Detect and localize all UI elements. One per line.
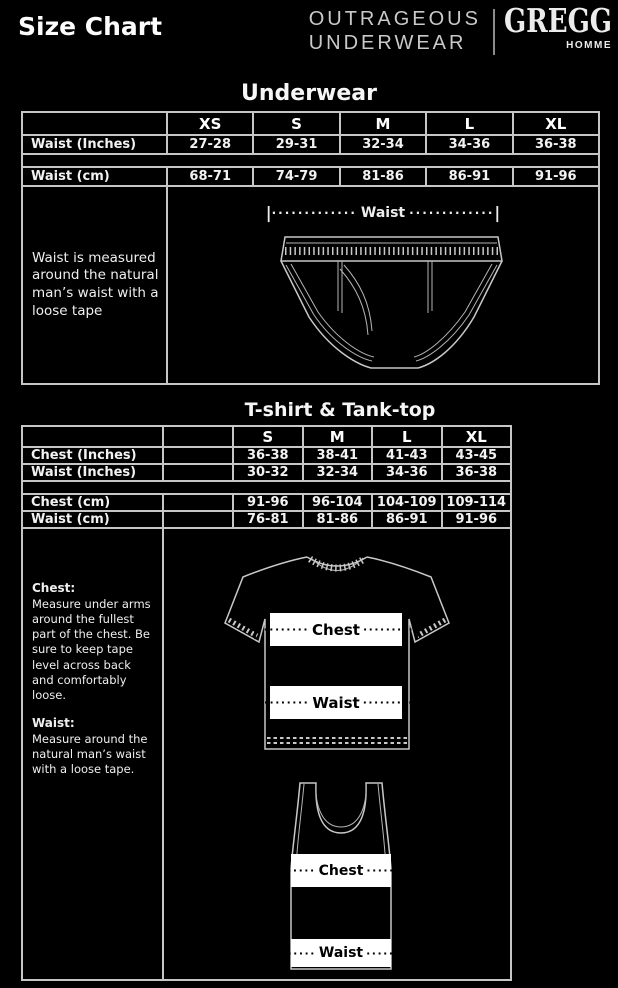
- tshirt-section-title: T-shirt & Tank-top: [244, 399, 436, 421]
- header: [0, 0, 618, 66]
- row-label: Chest (Inches): [22, 447, 163, 464]
- empty-cell: [163, 511, 233, 528]
- underwear-size-table: [21, 111, 600, 385]
- tank-top-figure: [275, 781, 407, 975]
- underwear-measure-note: Waist is measured around the natural man’s waist with a loose tape: [22, 186, 167, 384]
- measure-label: Waist: [360, 205, 406, 221]
- waist-inches-row: [22, 135, 599, 154]
- waist-cm-row: [22, 167, 599, 186]
- band-dots: ·····: [366, 946, 395, 960]
- cell-value: 38-41: [303, 447, 373, 464]
- cell-value: 32-34: [303, 464, 373, 481]
- waist-measure-line: [168, 203, 598, 222]
- cell-value: 36-38: [442, 464, 512, 481]
- tshirt-size-table: [21, 425, 512, 981]
- band-end-bar: |: [281, 943, 288, 962]
- col-header-s: S: [253, 112, 339, 135]
- cell-value: 36-38: [233, 447, 303, 464]
- band-dots: ·········: [362, 623, 415, 636]
- cell-value: 41-43: [372, 447, 442, 464]
- tank-waist-band: [281, 939, 401, 967]
- tshirt-waist-band: [252, 686, 420, 719]
- cell-value: 36-38: [513, 135, 599, 154]
- chest-cm-row: [22, 494, 511, 511]
- cell-value: 86-91: [426, 167, 512, 186]
- tshirt-illustration: [221, 549, 453, 761]
- underwear-diagram-cell: [167, 186, 599, 384]
- cell-value: 30-32: [233, 464, 303, 481]
- band-end-bar: |: [394, 943, 401, 962]
- empty-header-cell: [163, 426, 233, 447]
- cell-value: 29-31: [253, 135, 339, 154]
- underwear-header-row: [22, 112, 599, 135]
- chest-inches-row: [22, 447, 511, 464]
- waist-cm-row: [22, 511, 511, 528]
- cell-value: 86-91: [372, 511, 442, 528]
- cell-value: 68-71: [167, 167, 253, 186]
- gregg-homme-logo: [503, 3, 612, 52]
- band-label: Waist: [318, 945, 364, 961]
- cell-value: 76-81: [233, 511, 303, 528]
- row-label: Waist (cm): [22, 511, 163, 528]
- chest-note-body: Measure under arms around the fullest part of the chest. Be sure to keep tape level across back and comfortably loose.: [32, 596, 151, 702]
- tshirt-figure: [221, 549, 453, 761]
- band-label: Waist: [312, 693, 360, 712]
- spacer-row: [22, 154, 599, 167]
- col-header-m: M: [340, 112, 426, 135]
- band-end-bar: |: [400, 860, 407, 880]
- tank-chest-band: [275, 854, 407, 887]
- cell-value: 91-96: [442, 511, 512, 528]
- band-end-bar: |: [252, 619, 258, 639]
- spacer-cell: [22, 481, 511, 494]
- brand-line2: UNDERWEAR: [308, 31, 467, 54]
- cell-value: 91-96: [233, 494, 303, 511]
- cell-value: 27-28: [167, 135, 253, 154]
- col-header-l: L: [426, 112, 512, 135]
- cell-value: 81-86: [340, 167, 426, 186]
- cell-value: 91-96: [513, 167, 599, 186]
- measure-end-bar: |: [494, 203, 501, 222]
- measure-dots: ·············: [271, 206, 357, 220]
- brand-wordmark: [309, 8, 481, 55]
- band-end-bar: |: [275, 860, 282, 880]
- col-header-xs: XS: [167, 112, 253, 135]
- row-label: Waist (Inches): [22, 464, 163, 481]
- empty-cell: [163, 494, 233, 511]
- col-header-s: S: [233, 426, 303, 447]
- col-header-xl: XL: [513, 112, 599, 135]
- row-label: Waist (Inches): [22, 135, 167, 154]
- tshirt-diagram-row: [22, 528, 511, 980]
- band-end-bar: |: [414, 619, 420, 639]
- note-gap: [32, 703, 154, 716]
- tshirt-chest-band: [252, 613, 420, 646]
- band-end-bar: |: [413, 692, 420, 712]
- col-header-m: M: [303, 426, 373, 447]
- logo-subtitle: HOMME: [566, 40, 612, 52]
- measure-end-bar: |: [265, 203, 272, 222]
- waist-note-body: Measure around the natural man’s waist with a loose tape.: [32, 731, 148, 777]
- cell-value: 34-36: [372, 464, 442, 481]
- band-dots: ·········: [258, 696, 310, 709]
- spacer-row: [22, 481, 511, 494]
- cell-value: 74-79: [253, 167, 339, 186]
- brand-line1: OUTRAGEOUS: [308, 8, 481, 30]
- col-header-l: L: [372, 426, 442, 447]
- brand-block: [308, 3, 612, 55]
- band-dots: ·····: [287, 946, 316, 960]
- underwear-diagram-row: [22, 186, 599, 384]
- corner-cell: [22, 112, 167, 135]
- corner-cell: [22, 426, 163, 447]
- tshirt-diagram-cell: [163, 528, 511, 980]
- underwear-section-title: Underwear: [241, 81, 377, 106]
- tshirt-measure-notes: [22, 528, 163, 980]
- row-label: Chest (cm): [22, 494, 163, 511]
- band-dots: ······: [366, 864, 401, 877]
- cell-value: 34-36: [426, 135, 512, 154]
- band-label: Chest: [312, 620, 360, 639]
- cell-value: 96-104: [303, 494, 373, 511]
- briefs-illustration: [278, 231, 505, 379]
- cell-value: 104-109: [372, 494, 442, 511]
- cell-value: 43-45: [442, 447, 512, 464]
- band-end-bar: |: [252, 692, 259, 712]
- row-label: Waist (cm): [22, 167, 167, 186]
- band-dots: ·········: [362, 696, 414, 709]
- empty-cell: [163, 464, 233, 481]
- chest-note-title: Chest:: [32, 581, 76, 595]
- cell-value: 81-86: [303, 511, 373, 528]
- waist-note-title: Waist:: [32, 716, 75, 731]
- band-dots: ·········: [257, 623, 310, 636]
- col-header-xl: XL: [442, 426, 512, 447]
- cell-value: 109-114: [442, 494, 512, 511]
- band-dots: ······: [281, 864, 316, 877]
- logo-name: GREGG: [503, 3, 612, 41]
- tshirt-header-row: [22, 426, 511, 447]
- cell-value: 32-34: [340, 135, 426, 154]
- band-label: Chest: [318, 862, 364, 879]
- waist-inches-row: [22, 464, 511, 481]
- brand-divider: [493, 9, 495, 55]
- measure-dots: ·············: [409, 206, 495, 220]
- empty-cell: [163, 447, 233, 464]
- spacer-cell: [22, 154, 599, 167]
- page-title: Size Chart: [18, 12, 163, 41]
